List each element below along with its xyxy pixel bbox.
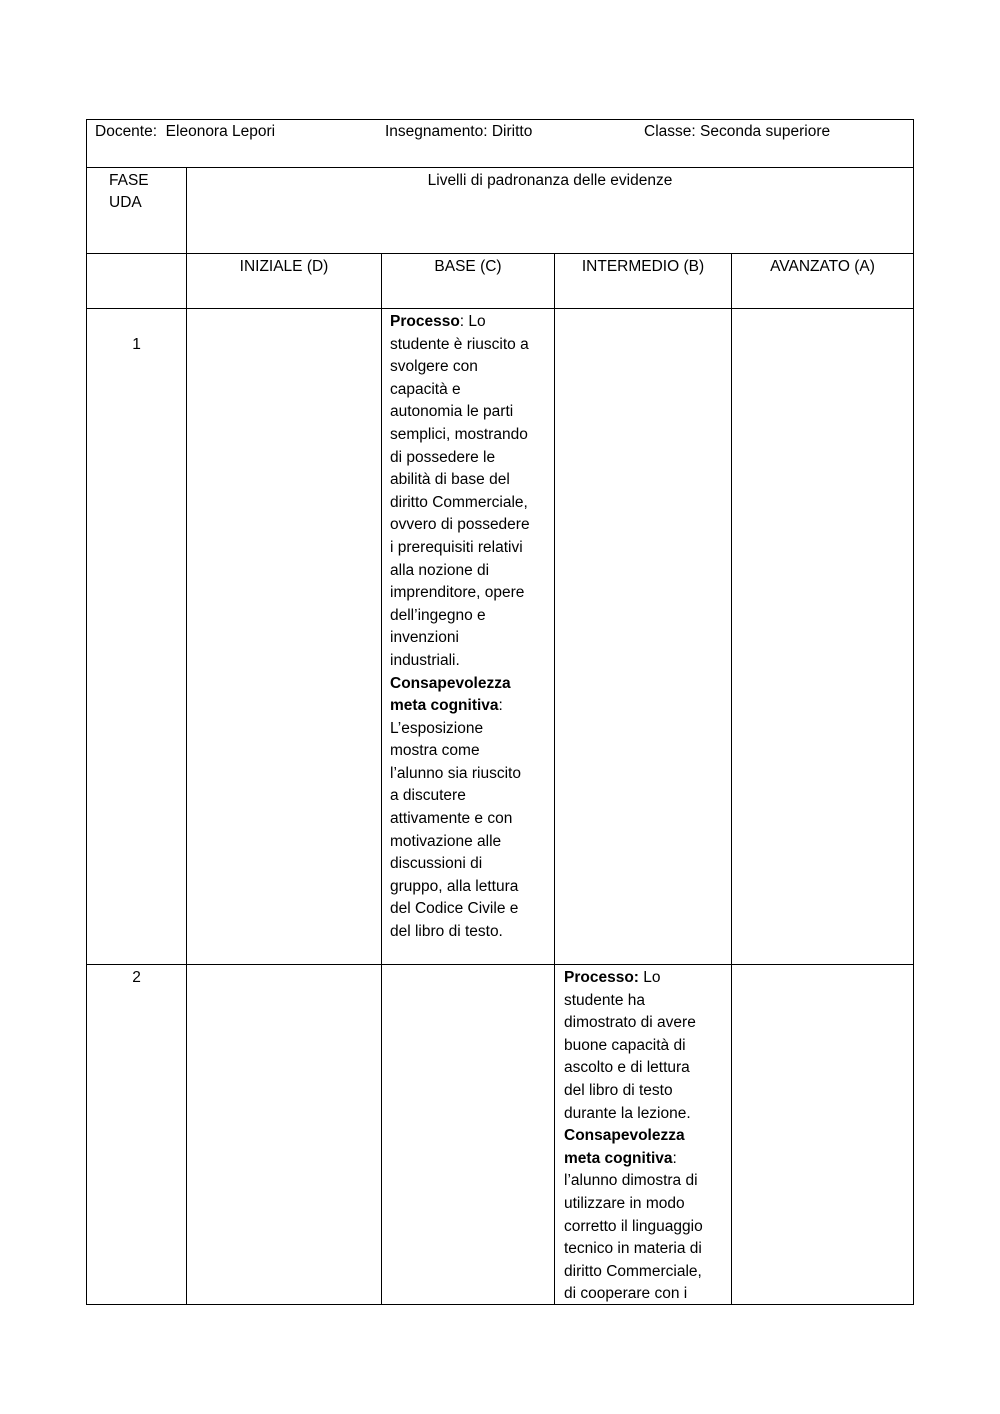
fase-uda-line1: FASE xyxy=(109,172,149,189)
processo-label: Processo xyxy=(390,313,460,330)
consapevolezza-label: Consapevolezza meta cognitiva xyxy=(564,1127,685,1167)
col-header-avanzato: AVANZATO (A) xyxy=(770,258,875,275)
col-divider-3 xyxy=(554,253,555,1304)
row-divider-4 xyxy=(87,964,913,965)
levels-title: Livelli di padronanza delle evidenze xyxy=(427,172,673,189)
classe-label: Classe: Seconda superiore xyxy=(644,123,831,140)
consapevolezza-text: : L’esposizione mostra come l’alunno sia riuscito a discutere attivamente e con motivazione alle discussioni di gruppo, alla lettura del Codice Civile e del libro di testo. xyxy=(390,697,521,941)
fase-number-1: 1 xyxy=(132,336,141,353)
evaluation-table xyxy=(86,119,914,1305)
col-divider-4 xyxy=(731,253,732,1304)
col-header-base: BASE (C) xyxy=(434,258,502,275)
base-cell-row-1 xyxy=(390,311,530,944)
intermedio-cell-row-2 xyxy=(564,967,703,1306)
row-divider-3 xyxy=(87,308,913,309)
processo-text: : Lo studente è riuscito a svolgere con capacità e autonomia le parti semplici, mostrando di possedere le abilità di base del diritto Commerciale, ovvero di possedere i prerequisiti relativi alla nozione di imprenditore, opere dell’ingegno e invenzioni industriali. xyxy=(390,313,530,669)
docente-label xyxy=(95,121,275,144)
consapevolezza-label: Consapevolezza meta cognitiva xyxy=(390,674,511,715)
consapevolezza-text: : l’alunno dimostra di utilizzare in modo corretto il linguaggio tecnico in materia di diritto Commerciale, di cooperare con i xyxy=(564,1149,703,1303)
processo-label: Processo: xyxy=(564,969,639,986)
row-divider-2 xyxy=(87,253,913,254)
docente-label-text: Docente: xyxy=(95,123,158,140)
row-divider-1 xyxy=(87,167,913,168)
fase-uda-line2: UDA xyxy=(109,194,142,211)
col-header-iniziale: INIZIALE (D) xyxy=(239,258,329,275)
col-header-intermedio: INTERMEDIO (B) xyxy=(581,258,705,275)
col-divider-1 xyxy=(186,167,187,1304)
fase-number-2: 2 xyxy=(132,969,141,986)
docente-name: Eleonora Lepori xyxy=(165,123,276,140)
col-divider-2 xyxy=(381,253,382,1304)
insegnamento-label: Insegnamento: Diritto xyxy=(385,123,533,140)
processo-text: Lo studente ha dimostrato di avere buone capacità di ascolto e di lettura del libro di testo durante la lezione. xyxy=(564,969,696,1122)
